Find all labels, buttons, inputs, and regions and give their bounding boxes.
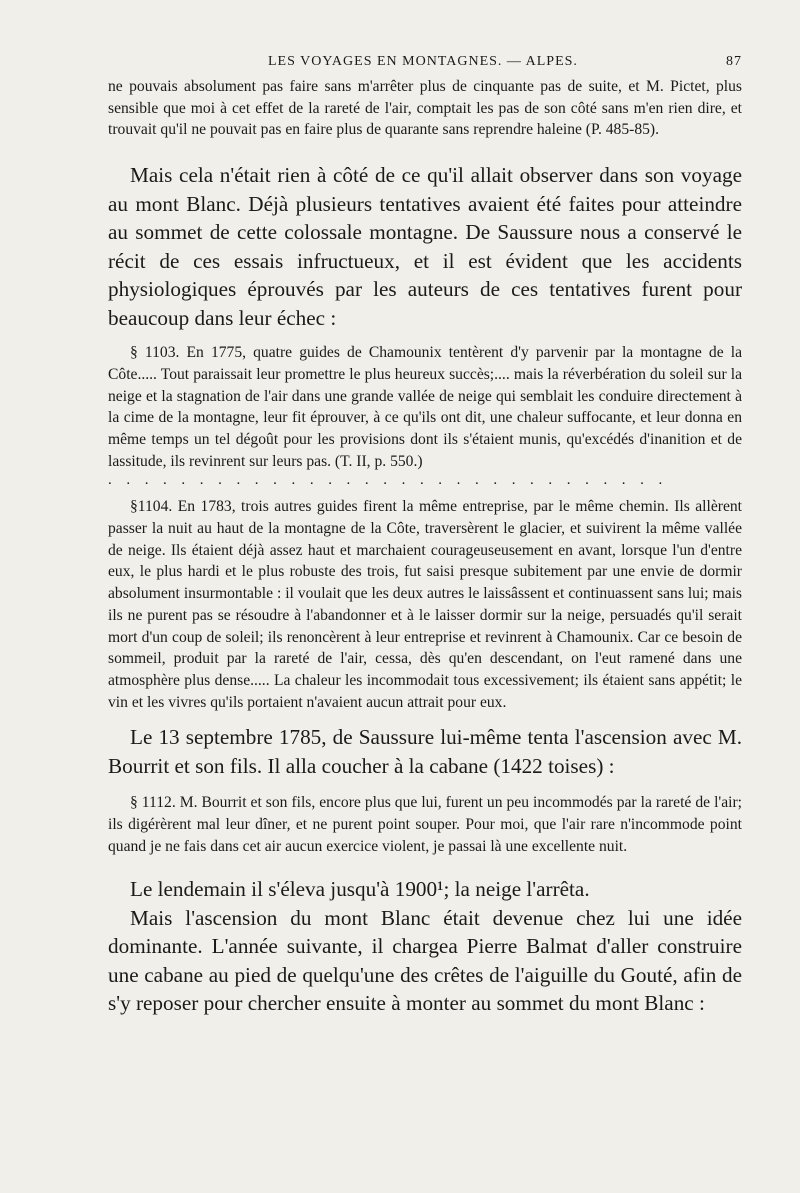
running-title: LES VOYAGES EN MONTAGNES. — ALPES. <box>268 54 578 69</box>
quote-1103: § 1103. En 1775, quatre guides de Chamounix tentèrent d'y parvenir par la montagne de la Côte..... Tout paraissait leur promettre le plus heureux succès;.... mais la réverbération du soleil sur la neige et la stagnation de l'air dans une grande vallée de neige qui semblait les conduire directement à la cime de la montagne, leur fit éprouver, à ce qu'ils ont dit, une chaleur suffocante, et leur donna en même temps un tel dégoût pour les provisions dont ils s'étaient munis, qu'excédés d'inanition et de lassitude, ils revinrent sur leurs pas. (T. II, p. 550.) <box>108 344 742 470</box>
quote-1112: § 1112. M. Bourrit et son fils, encore plus que lui, furent un peu incommodés par la rareté de l'air; ils digérèrent mal leur dîner, et ne purent point souper. Pour moi, que l'air rare n'incommode point quand je ne fais dans cet air aucun exercice violent, je passai là une excellente nuit. <box>108 794 742 855</box>
body-paragraph-mont-blanc: Mais cela n'était rien à côté de ce qu'il allait observer dans son voyage au mont Blanc. Déjà plusieurs tentatives avaient été faites pour atteindre au sommet de cette colossale montagne. De Saussure nous a conservé le récit de ces essais infructueux, et il est évident que les accidents physiologiques éprouvés par les auteurs de ces tentatives furent pour beaucoup dans leur échec : <box>108 163 742 330</box>
body-paragraph-cabane: Mais l'ascension du mont Blanc était devenue chez lui une idée dominante. L'année suivante, il chargea Pierre Balmat d'aller construire une cabane au pied de quelqu'une des crêtes de l'aiguille du Gouté, afin de s'y reposer pour chercher ensuite à monter au sommet du mont Blanc : <box>108 905 742 1016</box>
quote-continuation: ne pouvais absolument pas faire sans m'arrêter plus de cinquante pas de suite, et M. Pictet, plus sensible que moi à cet effet de la rareté de l'air, comptait les pas de son côté sans m'en rien dire, et trouvait qu'il ne pouvait pas en faire plus de quarante sans reprendre haleine (P. 485-85). <box>108 78 742 139</box>
page-number: 87 <box>726 54 742 69</box>
book-page <box>108 52 742 1018</box>
ellipsis-separator: ............................... <box>108 472 677 489</box>
quote-1104: §1104. En 1783, trois autres guides firent la même entreprise, par le même chemin. Ils allèrent passer la nuit au haut de la montagne de la Côte, traversèrent le glacier, et suivirent la même vallée de neige. Ils étaient déjà assez haut et marchaient courageuseusement en avant, lorsque l'un d'entre eux, le plus hardi et le plus robuste des trois, fut saisi presque subitement par une envie de dormir absolument insurmontable : il voulait que les deux autres le laissâssent et continuassent sans lui; mais ils ne purent pas se résoudre à l'abandonner et à le laisser dormir sur la neige, persuadés qu'il serait mort d'un coup de soleil; ils renoncèrent à leur entreprise et revinrent à Chamounix. Car ce besoin de sommeil, produit par la rareté de l'air, cessa, dès qu'en descendant, on l'eut ramené dans une atmosphère plus dense..... La chaleur les incommodait tous excessivement; ils étaient sans appétit; le vin et les vivres qu'ils portaient n'avaient aucun attrait pour eux. <box>108 498 742 711</box>
body-paragraph-ascension: Le 13 septembre 1785, de Saussure lui-même tenta l'ascension avec M. Bourrit et son fils. Il alla coucher à la cabane (1422 toises) : <box>108 725 742 778</box>
running-header <box>108 52 742 76</box>
body-paragraph-lendemain: Le lendemain il s'éleva jusqu'à 1900¹; la neige l'arrêta. <box>130 877 590 902</box>
